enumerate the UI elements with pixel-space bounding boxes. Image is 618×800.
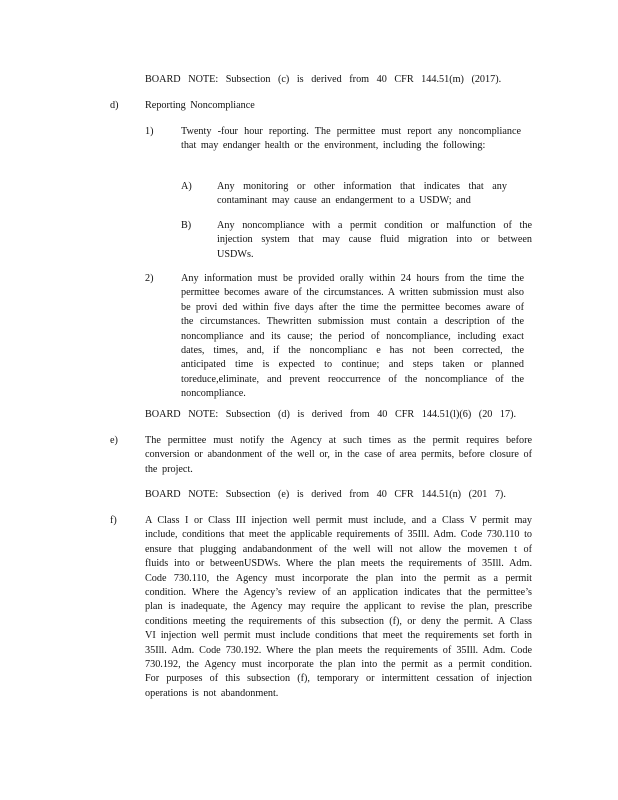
subsection-e-text: The permittee must notify the Agency at such times as the permit requires before conversion or abandonment of the well or, in the case of area permits, before closure of the project. — [145, 435, 532, 475]
subsection-d-marker: d) — [110, 100, 119, 111]
item-2-marker: 2) — [145, 273, 154, 284]
board-note-e: BOARD NOTE: Subsection (e) is derived from 40 CFR 144.51(n) (201 7). — [145, 489, 506, 500]
item-A-marker: A) — [181, 181, 192, 192]
subsection-e-marker: e) — [110, 435, 118, 446]
subsection-f-marker: f) — [110, 515, 117, 526]
item-2-text: Any information must be provided orally within 24 hours from the time the permittee becomes aware of the circumstances. A written submission must also be provi ded within five days after the time the permittee becomes aware of the circumstances. Thewritten submission must contain a description of the noncompliance and its cause; the period of noncompliance, including exact dates, times, and, if the noncomplianc e has not been corrected, the anticipated time is expected to continue; and steps taken or planned toreduce,eliminate, and prevent reoccurrence of the noncompliance of the noncompliance. — [181, 273, 524, 400]
subsection-d-heading: Reporting Noncompliance — [145, 100, 255, 111]
subsection-f-text: A Class I or Class III injection well permit must include, and a Class V permit may include, conditions that meet the applicable requirements of 35Ill. Adm. Code 730.110 to ensure that plugging andabandonment of the well will not allow the movemen t of fluids into or betweenUSDWs. Where the plan meets the requirements of 35Ill. Adm. Code 730.110, the Agency must incorporate the plan into the permit as a permit condition. Where the Agency’s review of an application indicates that the permittee’s plan is inadequate, the Agency may require the applicant to revise the plan, prescribe conditions meeting the requirements of this subsection (f), or deny the permit. A Class VI injection well permit must include conditions that meet the requirements set forth in 35Ill. Adm. Code 730.192. Where the plan meets the requirements of 35Ill. Adm. Code 730.192, the Agency must incorporate the plan into the permit as a permit condition. For purposes of this subsection (f), temporary or intermittent cessation of injection operations is not abandonment. — [145, 515, 532, 699]
board-note-c: BOARD NOTE: Subsection (c) is derived from 40 CFR 144.51(m) (2017). — [145, 74, 502, 85]
item-1-text: Twenty -four hour reporting. The permittee must report any noncompliance that may endanger health or the environment, including the following: — [181, 126, 521, 152]
item-B-marker: B) — [181, 220, 192, 231]
board-note-d: BOARD NOTE: Subsection (d) is derived from 40 CFR 144.51(l)(6) (20 17). — [145, 409, 517, 420]
item-1-marker: 1) — [145, 126, 154, 137]
item-B-text: Any noncompliance with a permit condition or malfunction of the injection system that may cause fluid migration into or between USDWs. — [217, 220, 532, 260]
item-A-text: Any monitoring or other information that indicates that any contaminant may cause an endangerment to a USDW; and — [217, 181, 507, 207]
